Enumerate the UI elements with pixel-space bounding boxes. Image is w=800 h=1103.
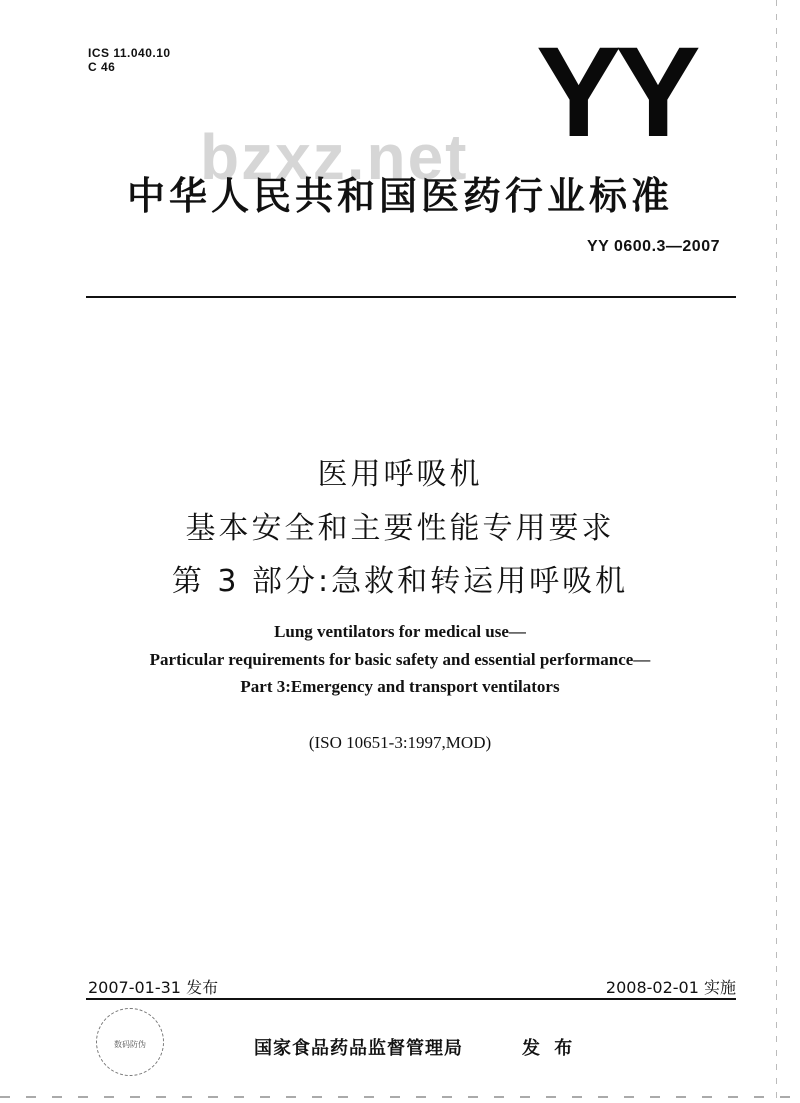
issue-verb: 发 布	[522, 1038, 577, 1059]
anti-counterfeit-seal	[96, 1008, 164, 1076]
watermark: bzxz.net	[200, 121, 469, 193]
implementation-date: 2008-02-01 实施	[605, 978, 736, 997]
yy-logo: YY	[536, 21, 695, 164]
agency-title: 中华人民共和国医药行业标准	[126, 174, 673, 218]
ccs-code: C 46	[88, 60, 116, 74]
standard-code: YY 0600.3—2007	[586, 238, 720, 255]
cn-title-line-3: 第 3 部分:急救和转运用呼吸机	[171, 564, 629, 599]
scan-artifact	[0, 1096, 800, 1098]
bottom-divider	[86, 998, 736, 1000]
cn-title-line-1: 医用呼吸机	[317, 457, 483, 492]
issue-date: 2007-01-31 发布	[88, 978, 219, 997]
seal-text: 数码防伪	[114, 1040, 146, 1049]
cn-title-line-2: 基本安全和主要性能专用要求	[185, 511, 615, 546]
en-title-line-1: Lung ventilators for medical use—	[274, 622, 526, 641]
issuing-authority: 国家食品药品监督管理局	[254, 1038, 463, 1059]
top-divider	[86, 296, 736, 298]
en-title-line-3: Part 3:Emergency and transport ventilators	[240, 677, 560, 696]
ics-code: ICS 11.040.10	[88, 46, 171, 60]
iso-reference: (ISO 10651-3:1997,MOD)	[308, 733, 492, 752]
classification-codes	[88, 46, 171, 74]
en-title-line-2: Particular requirements for basic safety and essential performance—	[149, 650, 651, 669]
